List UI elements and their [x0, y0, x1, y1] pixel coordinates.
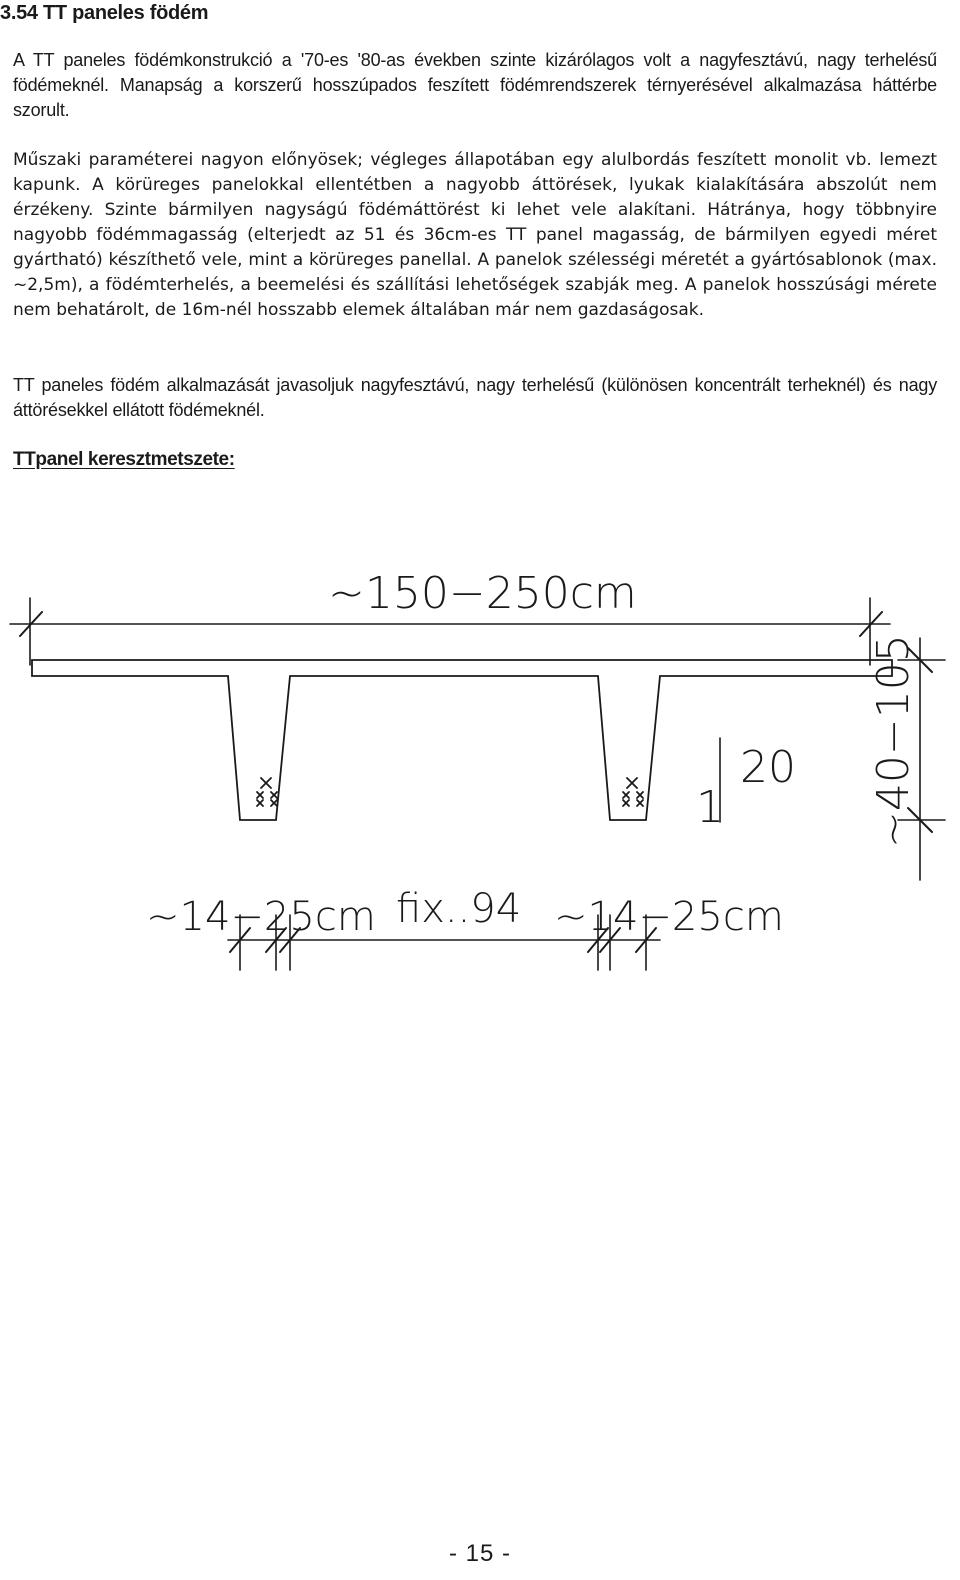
- slope-rise-label: 20: [740, 742, 796, 793]
- diagram-subheading: TTpanel keresztmetszete:: [13, 449, 235, 470]
- paragraph-intro: A TT paneles födémkonstrukció a '70-es '80-as években szinte kizárólagos volt a nagyfesztávú, nagy terhelésű födémeknél. Manapság a korszerű hosszúpados feszített födémrendszerek térnyerésével alkalmazása háttérbe szorult.: [13, 50, 937, 120]
- page-number: - 15 -: [448, 1540, 511, 1567]
- section-heading: 3.54 TT paneles födém: [0, 2, 209, 24]
- tendon-markers-left: [257, 778, 277, 806]
- rib-spacing-label: fix..94: [396, 886, 522, 932]
- slope-run-label: 1: [696, 782, 724, 833]
- height-label: ~40−105: [868, 634, 919, 848]
- rib-left-label: ~14−25cm: [146, 894, 376, 940]
- paragraph-recommendation: TT paneles födém alkalmazását javasoljuk nagyfesztávú, nagy terhelésű (különösen koncentrált terheknél) és nagy áttörésekkel ellátott födémeknél.: [13, 375, 937, 420]
- tt-panel-cross-section-drawing: [0, 520, 960, 980]
- tt-panel-outline: [32, 660, 892, 820]
- width-label: ~150−250cm: [328, 568, 637, 619]
- paragraph-parameters: Műszaki paraméterei nagyon előnyösek; végleges állapotában egy alulbordás feszített monolit vb. lemezt kapunk. A körüreges panelokkal ellentétben a nagyobb áttörések, lyukak kialakítására abszolút nem érzékeny. Szinte bármilyen nagyságú födémáttörést ki lehet vele alakítani. Hátránya, hogy többnyire nagyobb födémmagasság (elterjedt az 51 és 36cm-es TT panel magasság, de bármilyen egyedi méret gyártható) készíthető vele, mint a körüreges panellal. A panelok szélességi méretét a gyártósablonok (max. ~2,5m), a födémterhelés, a beemelési és szállítási lehetőségek szabják meg. A panelok hosszúsági mérete nem behatárolt, de 16m-nél hosszabb elemek általában már nem gazdaságosak.: [13, 150, 937, 320]
- tendon-markers-right: [623, 778, 643, 806]
- rib-right-label: ~14−25cm: [554, 894, 784, 940]
